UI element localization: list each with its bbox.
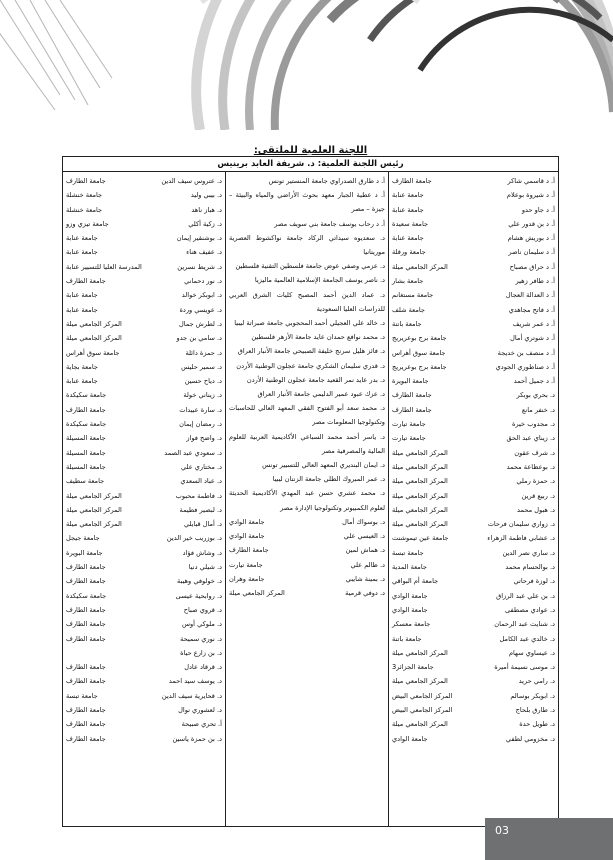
member-university: جامعة الوادي bbox=[392, 605, 428, 614]
member-row bbox=[66, 474, 222, 488]
member-name: د. خولوفي وهيبة bbox=[177, 577, 222, 586]
member-name: أ. تحري صبيحة bbox=[181, 720, 222, 729]
member-university: جامعة المسيلة bbox=[66, 462, 106, 471]
member-university: المركز الجامعي ميلة bbox=[66, 491, 122, 500]
member-university: جامعة خنشلة bbox=[66, 191, 103, 200]
member-university: جامعة باتنة bbox=[392, 634, 422, 643]
member-university: جامعة الجزائر3 bbox=[392, 663, 434, 672]
member-row bbox=[392, 732, 555, 746]
member-name: د. بوالحسام محمد bbox=[505, 563, 555, 572]
member-university: جامعة الوادي bbox=[392, 591, 428, 600]
member-name: د. بوزريب خير الدين bbox=[166, 534, 222, 543]
member-university: جامعة المدية bbox=[392, 563, 427, 572]
member-row bbox=[392, 417, 555, 431]
member-name: د. نور دحماني bbox=[184, 277, 222, 286]
member-name: د. طويل حدة bbox=[519, 720, 555, 729]
member-entry: د. محمد عشري حسن عبد المهدي الأكاديمية الحديثة لعلوم الكمبيوتر وتكنولوجيا الإدارة مصر bbox=[229, 489, 385, 512]
member-name: أ. د جميل أحمد bbox=[513, 377, 555, 386]
member-row bbox=[392, 460, 555, 474]
member-name: د. زكية أكلي bbox=[188, 219, 222, 228]
member-row bbox=[66, 632, 222, 646]
member-name: د. موسى نسيمة أميرة bbox=[494, 663, 555, 672]
member-university: جامعة عنابة bbox=[66, 248, 98, 257]
member-university: جامعة برج بوعريريج bbox=[392, 334, 447, 343]
member-university: جامعة الطارف bbox=[66, 734, 106, 743]
member-row bbox=[392, 346, 555, 360]
member-university: جامعة الطارف bbox=[66, 563, 106, 572]
member-university: المركز الجامعي ميلة bbox=[66, 334, 122, 343]
member-entry: د. محمد سعد أبو الفتوح الفقي المعهد العالي للحاسبات وتكنولوجيا المعلومات مصر bbox=[229, 404, 385, 427]
member-row bbox=[392, 260, 555, 274]
member-university: المركز الجامعي ميلة bbox=[392, 520, 448, 529]
member-name: د. سعودي عبد الصمد bbox=[164, 448, 222, 457]
member-entry: أ. د رحاب يوسف جامعة بني سويف مصر bbox=[274, 219, 385, 228]
member-entry: أ. د عطية الجبار معهد بحوث الأراضي والمياه والبيئة – جيزة – مصر bbox=[229, 191, 385, 214]
member-university: جامعة الطارف bbox=[392, 405, 432, 414]
member-row bbox=[392, 589, 555, 603]
member-name: أ. د فاتح مجاهدي bbox=[508, 305, 555, 314]
member-row bbox=[392, 188, 555, 202]
member-name: د. دياح حسين bbox=[184, 377, 222, 386]
member-row bbox=[392, 646, 555, 660]
member-university: جامعة الوادي bbox=[229, 517, 265, 526]
member-entry: د. ياسر أحمد محمد السباعي الأكاديمية العربية للعلوم المالية والمصرفية مصر bbox=[229, 432, 385, 455]
member-university: جامعة الطارف bbox=[66, 405, 106, 414]
member-row bbox=[66, 217, 222, 231]
member-name: د. عيساوي سهام bbox=[508, 648, 555, 657]
member-row bbox=[392, 546, 555, 560]
member-row bbox=[392, 288, 555, 302]
member-name: د. لطرش جمال bbox=[178, 319, 222, 328]
column-doctors bbox=[63, 172, 225, 827]
member-row bbox=[392, 503, 555, 517]
member-name: د. واضح فواز bbox=[186, 434, 222, 443]
member-row bbox=[392, 388, 555, 402]
member-row bbox=[66, 203, 222, 217]
member-university: جامعة الطارف bbox=[229, 546, 269, 555]
page-number: 03 bbox=[495, 824, 509, 837]
member-entry: د. ايمان البنديري المعهد العالي للتسيير تونس bbox=[262, 461, 385, 470]
member-row bbox=[66, 417, 222, 431]
member-university: جامعة الطارف bbox=[66, 177, 106, 185]
member-name: د. طارق بلحاج bbox=[515, 705, 555, 714]
committee-heading: اللجنة العلمية للملتقى: bbox=[253, 145, 368, 156]
member-name: د. أمال قبايلي bbox=[183, 520, 222, 529]
member-name: د. روابحية عيسى bbox=[175, 591, 222, 600]
member-name: د. بن علي عبد الرزاق bbox=[496, 591, 555, 600]
member-name: د. دوفي قرمية bbox=[345, 589, 385, 598]
member-row bbox=[66, 188, 222, 202]
member-name: د. قرقاد عادل bbox=[184, 663, 222, 672]
decorative-arc-lines bbox=[0, 0, 613, 130]
member-university: جامعة معسكر bbox=[392, 620, 431, 629]
column-foreign-members bbox=[225, 172, 388, 827]
member-row bbox=[66, 617, 222, 631]
member-name: د. سارة عبيدات bbox=[179, 405, 222, 414]
member-row bbox=[392, 217, 555, 231]
member-name: د. قحايرية سيف الدين bbox=[161, 691, 222, 700]
member-university: جامعة وهران bbox=[229, 575, 265, 584]
member-name: د. بوعظاعة محمد bbox=[506, 462, 555, 471]
member-university: جامعة عنابة bbox=[392, 234, 424, 243]
member-name: د. ابوبكر خوالد bbox=[181, 291, 222, 300]
member-row bbox=[66, 517, 222, 531]
member-name: د. بيبي وليد bbox=[190, 191, 222, 200]
member-university: جامعة تبسة bbox=[392, 548, 424, 557]
member-row bbox=[392, 674, 555, 688]
member-university: جامعة برج بوعريريج bbox=[392, 362, 447, 371]
member-university: جامعة المسيلة bbox=[66, 448, 106, 457]
member-name: د. عوادي مصطفى bbox=[505, 605, 555, 614]
member-entry: د. عمر المبروك الطلي جامعة الزنتان ليبيا bbox=[272, 475, 385, 484]
member-row bbox=[66, 431, 222, 445]
member-university: المركز الجامعي ميلة bbox=[66, 319, 122, 328]
member-university: جامعة سكيكدة bbox=[66, 391, 107, 400]
member-row bbox=[392, 231, 555, 245]
member-name: د. حمزة رملي bbox=[516, 477, 555, 486]
member-name: د. مخزومي لطفي bbox=[505, 734, 555, 743]
member-row bbox=[392, 603, 555, 617]
member-row bbox=[66, 460, 222, 474]
member-name: أ. د جاو حدو bbox=[521, 205, 555, 214]
member-name: د. وشاش فؤاد bbox=[182, 548, 222, 557]
member-university: المركز الجامعي البيض bbox=[392, 705, 453, 714]
member-row bbox=[66, 603, 222, 617]
member-name: د. مجدوب خيرة bbox=[511, 420, 555, 429]
member-name: د. بوشنقير إيمان bbox=[176, 234, 222, 243]
member-name: د. زواري سليمان فرحات bbox=[487, 520, 555, 529]
member-row bbox=[392, 360, 555, 374]
member-university: جامعة الطارف bbox=[66, 577, 106, 586]
member-university: المركز الجامعي ميلة bbox=[66, 505, 122, 514]
member-name: د. العيسي علي bbox=[343, 532, 385, 541]
member-row bbox=[392, 331, 555, 345]
member-name: د. بن زارع حياة bbox=[180, 648, 222, 657]
member-university: المدرسة العليا للتسيير عنابة bbox=[66, 262, 142, 271]
member-university: جامعة الوادي bbox=[229, 532, 265, 541]
member-university: جامعة تبسة bbox=[66, 691, 98, 700]
member-name: أ. د العدالة العجال bbox=[505, 291, 555, 300]
member-row bbox=[392, 431, 555, 445]
member-name: أ. د قاسمي شاكر bbox=[507, 177, 555, 185]
member-row bbox=[66, 174, 222, 188]
member-row bbox=[229, 515, 385, 529]
committee-chair: رئيس اللجنة العلمية: د. شريفة العابد برينيس bbox=[63, 157, 558, 172]
member-name: د. خنفر مانع bbox=[521, 405, 555, 414]
member-name: أ. د عمر شريف bbox=[512, 319, 555, 328]
member-university: جامعة البويرة bbox=[392, 377, 429, 386]
member-row bbox=[66, 446, 222, 460]
member-name: د. هباز ناهد bbox=[191, 205, 222, 214]
scientific-committee-table bbox=[62, 156, 559, 827]
member-row bbox=[392, 474, 555, 488]
member-entry: د. ناصر يوسف الجامعة الإسلامية العالمية ماليزيا bbox=[254, 276, 385, 285]
member-entry: د. عزك عبود عمير الدليمي جامعة الأنبار العراق bbox=[257, 390, 385, 399]
member-row bbox=[66, 346, 222, 360]
member-name: د. ساري نصر الدين bbox=[502, 548, 555, 557]
member-row bbox=[66, 331, 222, 345]
member-name: أ. د منصف بن خديجة bbox=[497, 348, 555, 357]
member-university: المركز الجامعي ميلة bbox=[392, 720, 448, 729]
member-university: جامعة بشار bbox=[392, 277, 424, 286]
member-name: د. فاطمة محبوب bbox=[175, 491, 222, 500]
member-university: جامعة الطارف bbox=[392, 177, 432, 185]
member-row bbox=[392, 632, 555, 646]
member-row bbox=[392, 174, 555, 188]
member-row bbox=[229, 586, 385, 600]
member-university: جامعة عنابة bbox=[66, 234, 98, 243]
member-name: د. عويسي وردة bbox=[179, 305, 222, 314]
member-row bbox=[392, 403, 555, 417]
member-university: جامعة تيارت bbox=[392, 420, 426, 429]
member-row bbox=[66, 374, 222, 388]
member-university: المركز الجامعي ميلة bbox=[392, 477, 448, 486]
member-row bbox=[66, 317, 222, 331]
member-row bbox=[66, 646, 222, 660]
member-university: جامعة شلف bbox=[392, 305, 425, 314]
member-row bbox=[66, 274, 222, 288]
member-name: د. زيناي عبد الحق bbox=[506, 434, 555, 443]
member-entry: د. بدر عايد نمر القعيد جامعة عجلون الوطنية الأردن bbox=[246, 375, 385, 384]
member-university: جامعة بجاية bbox=[66, 362, 98, 371]
member-entry: د. عماد الدين أحمد المصبح كليات الشرق العربي للدراسات العليا السعودية bbox=[229, 290, 385, 313]
member-name: أ. د صناطوري الجودي bbox=[495, 362, 555, 371]
member-row bbox=[392, 660, 555, 674]
member-name: د. ربيع قرين bbox=[521, 491, 555, 500]
member-university: المركز الجامعي ميلة bbox=[392, 462, 448, 471]
member-university: جامعة عنابة bbox=[392, 205, 424, 214]
member-university: جامعة الطارف bbox=[66, 663, 106, 672]
member-entry: د. خالد علي العجيلي أحمد المحجوبي جامعة صبراتة ليبيا bbox=[234, 319, 385, 328]
member-name: د. سامي بن جدو bbox=[176, 334, 222, 343]
member-university: جامعة سكيكدة bbox=[66, 591, 107, 600]
member-name: د. هبول محمد bbox=[517, 505, 555, 514]
member-university: المركز الجامعي ميلة bbox=[66, 520, 122, 529]
member-row bbox=[66, 674, 222, 688]
member-row bbox=[66, 560, 222, 574]
member-row bbox=[66, 303, 222, 317]
member-university: جامعة المسيلة bbox=[66, 434, 106, 443]
member-name: د. نوري سميحة bbox=[180, 634, 222, 643]
member-row bbox=[392, 531, 555, 545]
member-entry: د. عزمي وصفي عوض جامعة فلسطين التقنية فلسطين bbox=[235, 262, 385, 271]
member-row bbox=[66, 589, 222, 603]
member-name: د. قروي صباح bbox=[183, 605, 222, 614]
member-entry: د. محمد نوافع حمدان عايد جامعة الأزهر فلسطين bbox=[251, 333, 385, 342]
member-row bbox=[66, 703, 222, 717]
member-row bbox=[66, 503, 222, 517]
member-row bbox=[392, 574, 555, 588]
member-university: جامعة جيجل bbox=[66, 534, 100, 543]
member-university: المركز الجامعي ميلة bbox=[392, 677, 448, 686]
member-university: المركز الجامعي ميلة bbox=[392, 448, 448, 457]
member-name: د. شرف عقون bbox=[514, 448, 555, 457]
member-university: جامعة عين تيموشنت bbox=[392, 534, 449, 543]
member-name: د. بن حمزة ياسين bbox=[172, 734, 222, 743]
member-row bbox=[66, 489, 222, 503]
member-row bbox=[66, 360, 222, 374]
member-row bbox=[229, 572, 385, 586]
member-name: أ. د طافر زهير bbox=[515, 277, 555, 286]
member-row bbox=[66, 546, 222, 560]
member-name: أ. د بن قدور علي bbox=[508, 219, 555, 228]
member-university: جامعة ورقلة bbox=[392, 248, 426, 257]
member-row bbox=[229, 529, 385, 543]
member-name: د. خالدي عبد الكامل bbox=[499, 634, 555, 643]
member-name: د. بوسواك أمال bbox=[342, 517, 385, 526]
member-name: د. عباد السعدي bbox=[180, 477, 222, 486]
member-name: د. شيلي دنيا bbox=[188, 563, 222, 572]
member-university: جامعة الطارف bbox=[66, 605, 106, 614]
member-row bbox=[392, 274, 555, 288]
member-name: أ. د حراق مصباح bbox=[509, 262, 555, 271]
member-row bbox=[66, 732, 222, 746]
member-row bbox=[392, 317, 555, 331]
member-name: د. عفيف هناء bbox=[186, 248, 222, 257]
member-name: د. شريط نسرين bbox=[177, 262, 222, 271]
member-row bbox=[66, 660, 222, 674]
member-university: المركز الجامعي البيض bbox=[392, 691, 453, 700]
member-name: د. بمينة شايبي bbox=[345, 575, 385, 584]
member-row bbox=[66, 388, 222, 402]
member-university: المركز الجامعي ميلة bbox=[229, 589, 285, 598]
member-name: د. رامي حريد bbox=[518, 677, 555, 686]
member-university: جامعة خنشلة bbox=[66, 205, 103, 214]
member-row bbox=[66, 231, 222, 245]
member-university: جامعة الطارف bbox=[66, 720, 106, 729]
member-row bbox=[66, 574, 222, 588]
member-row bbox=[392, 617, 555, 631]
member-name: د. ملوكي أوس bbox=[181, 620, 222, 629]
member-name: د. سمير حليس bbox=[181, 362, 222, 371]
member-entry: د. فائز هليل سرنج خليفة الصبيحي جامعة الأنبار العراق bbox=[237, 347, 385, 356]
member-name: د. شنايت عبد الرحمان bbox=[494, 620, 555, 629]
member-name: أ. د شيروة بوعلام bbox=[506, 191, 555, 200]
member-entry: د. سعديوه سيداتي الركاد جامعة نواكشوط العصرية موريتانيا bbox=[229, 233, 385, 257]
member-university: جامعة مستغانم bbox=[392, 291, 434, 300]
member-entry: أ. د طارق الصدراوي جامعة المنستير تونس bbox=[268, 177, 385, 185]
member-university: جامعة البويرة bbox=[66, 548, 103, 557]
member-university: المركز الجامعي ميلة bbox=[392, 505, 448, 514]
member-name: أ. د سليمان ناصر bbox=[508, 248, 555, 257]
member-name: د. لعشوري نوال bbox=[178, 705, 222, 714]
member-name: د. هماش لمين bbox=[345, 546, 385, 555]
member-university: جامعة الطارف bbox=[66, 677, 106, 686]
member-university: جامعة تيزي وزو bbox=[66, 219, 109, 228]
member-university: جامعة الطارف bbox=[66, 620, 106, 629]
member-name: د. حمزة دائلة bbox=[185, 348, 222, 357]
member-university: جامعة الطارف bbox=[392, 391, 432, 400]
member-university: المركز الجامعي ميلة bbox=[392, 491, 448, 500]
member-name: د. عتروس سيف الدين bbox=[161, 177, 222, 185]
member-university: جامعة عنابة bbox=[66, 305, 98, 314]
member-row bbox=[66, 288, 222, 302]
member-name: د. ابوبكر بوسالم bbox=[510, 691, 555, 700]
member-row bbox=[66, 260, 222, 274]
member-university: جامعة الطارف bbox=[66, 277, 106, 286]
member-university: المركز الجامعي ميلة bbox=[392, 648, 448, 657]
member-row bbox=[392, 245, 555, 259]
member-row bbox=[229, 543, 385, 557]
member-row bbox=[66, 245, 222, 259]
member-name: أ. د شوتري أمال bbox=[510, 334, 555, 343]
member-university: جامعة تيارت bbox=[229, 560, 263, 569]
page-number-tab bbox=[485, 818, 613, 860]
member-row bbox=[66, 531, 222, 545]
member-row bbox=[392, 489, 555, 503]
member-row bbox=[392, 203, 555, 217]
member-row bbox=[392, 703, 555, 717]
member-name: د. لوزة فرحاتي bbox=[513, 577, 555, 586]
member-university: جامعة عنابة bbox=[392, 191, 424, 200]
member-name: أ. د بوريش هشام bbox=[507, 234, 555, 243]
member-row bbox=[66, 403, 222, 417]
member-university: جامعة سطيف bbox=[66, 477, 105, 486]
member-university: المركز الجامعي ميلة bbox=[392, 262, 448, 271]
member-university: جامعة باتنة bbox=[392, 319, 422, 328]
member-name: د. لبصير فطيمة bbox=[179, 505, 222, 514]
member-name: د. زيناني خولة bbox=[183, 391, 222, 400]
member-entry: د. قدري سليمان الشكري جامعة عجلون الوطنية الأردن bbox=[236, 361, 385, 370]
member-row bbox=[392, 446, 555, 460]
member-university: جامعة الطارف bbox=[66, 705, 106, 714]
member-university: جامعة سوق أهراس bbox=[392, 348, 446, 357]
member-name: د. رمضان إيمان bbox=[179, 420, 222, 429]
member-university: جامعة الوادي bbox=[392, 734, 428, 743]
member-name: د. بحري بوبكر bbox=[516, 391, 555, 400]
column-local-professors bbox=[388, 172, 558, 827]
member-row bbox=[392, 560, 555, 574]
member-university: جامعة الطارف bbox=[66, 634, 106, 643]
member-name: د. مختاري علي bbox=[181, 462, 222, 471]
member-row bbox=[392, 303, 555, 317]
member-row bbox=[392, 374, 555, 388]
member-row bbox=[66, 689, 222, 703]
member-name: د. ظالم علي bbox=[350, 560, 385, 569]
member-university: جامعة سكيكدة bbox=[66, 420, 107, 429]
member-name: د. يوسف سيد احمد bbox=[168, 677, 222, 686]
member-row bbox=[392, 717, 555, 731]
member-row bbox=[392, 517, 555, 531]
member-university: جامعة تيارت bbox=[392, 434, 426, 443]
member-row bbox=[392, 689, 555, 703]
member-row bbox=[229, 558, 385, 572]
member-university: جامعة عنابة bbox=[66, 377, 98, 386]
member-university: جامعة سعيدة bbox=[392, 219, 429, 228]
member-university: جامعة سوق أهراس bbox=[66, 348, 120, 357]
member-row bbox=[66, 717, 222, 731]
member-university: جامعة أم البواقي bbox=[392, 577, 439, 586]
member-university: جامعة عنابة bbox=[66, 291, 98, 300]
member-name: د. عشابي فاطمة الزهراء bbox=[487, 534, 555, 543]
